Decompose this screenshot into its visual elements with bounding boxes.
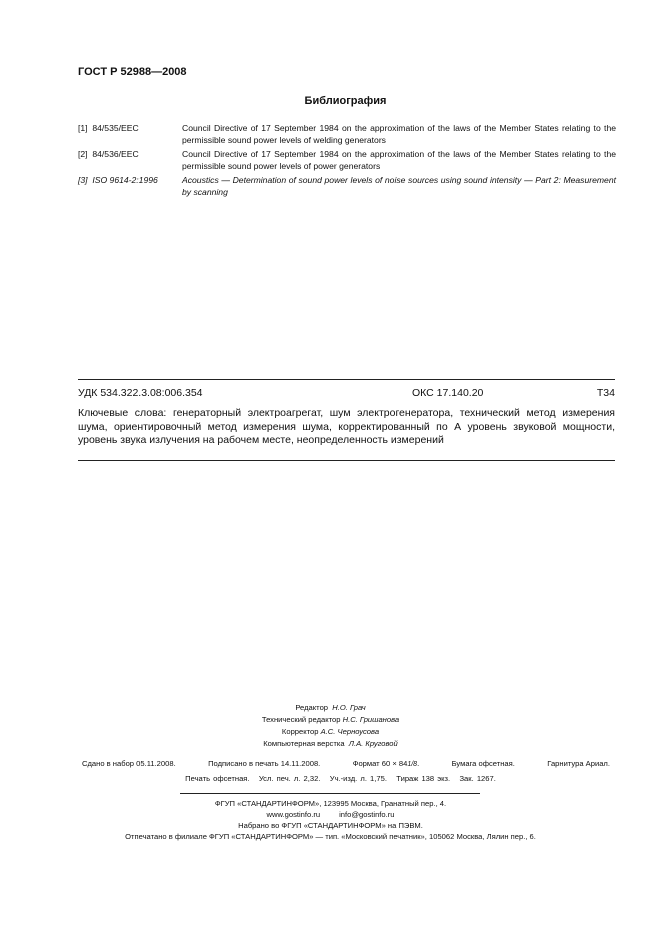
bibliography-entry: [78, 148, 616, 172]
bibliography-entry: [78, 122, 616, 146]
format-fraction: 1/8: [407, 761, 418, 768]
bibliography-text: Council Directive of 17 September 1984 on the approximation of the laws of the Member States relating to the permissible sound power levels of power generators: [182, 149, 616, 171]
divider-top: [78, 379, 615, 380]
bibliography-title: Библиография: [304, 95, 387, 107]
bibliography-list: [78, 122, 616, 200]
udk-code: УДК 534.322.3.08:006.354: [78, 387, 203, 399]
editor-name: Н.О. Грач: [332, 703, 366, 712]
bibliography-ref: [1] 84/535/EEC: [78, 123, 139, 133]
divider-imprint: [180, 793, 480, 794]
email: info@gostinfo.ru: [339, 810, 395, 819]
classification-row: [78, 387, 615, 399]
bibliography-entry: [78, 174, 616, 198]
editors-block: Редактор Н.О. Грач Технический редактор Н.С. Гришанова Корректор А.С. Черноусова Компьютерная верстка Л.А. Круговой: [261, 703, 400, 748]
tech-editor-name: Н.С. Гришанова: [342, 715, 400, 724]
keywords: [78, 407, 615, 448]
keywords-label: Ключевые слова:: [78, 407, 167, 419]
divider-bottom: [78, 460, 615, 461]
corrector-name: А.С. Черноусова: [320, 727, 380, 736]
website: www.gostinfo.ru: [266, 810, 321, 819]
bibliography-text: Council Directive of 17 September 1984 on the approximation of the laws of the Member States relating to the permissible sound power levels of welding generators: [182, 123, 616, 145]
publisher-block: ФГУП «СТАНДАРТИНФОРМ», 123995 Москва, Гранатный пер., 4. www.gostinfo.ru info@gostinfo.ru Набрано во ФГУП «СТАНДАРТИНФОРМ» на ПЭВМ. Отпечатано в филиале ФГУП «СТАНДАРТИНФОРМ» — тип. «Московский печатник», 105062 Москва, Лялин пер., 6.: [125, 799, 536, 841]
bibliography-ref: [2] 84/536/EEC: [78, 149, 139, 159]
keywords-text: генераторный электроагрегат, шум электрогенератора, технический метод измерения шума, ориентировочный метод измерения шума, корректированный по А уровень звуковой мощности, уровень звука излучения на рабочем месте, неопределенность измерений: [78, 407, 615, 446]
bibliography-text: Acoustics — Determination of sound power levels of noise sources using sound intensity — Part 2: Measurement by scanning: [182, 175, 616, 197]
standard-number: ГОСТ Р 52988—2008: [78, 66, 187, 78]
print-details-row2: Печать офсетная. Усл. печ. л. 2,32. Уч.-изд. л. 1,75. Тираж 138 экз. Зак. 1267.: [185, 774, 496, 783]
bibliography-ref: [3] ISO 9614-2:1996: [78, 175, 158, 185]
print-details-row1: Сдано в набор 05.11.2008. Подписано в печать 14.11.2008. Формат 60 × 841/8. Бумага офсетная. Гарнитура Ариал.: [82, 759, 610, 768]
group-code: Т34: [596, 387, 615, 399]
layout-name: Л.А. Круговой: [348, 739, 398, 748]
oks-code: ОКС 17.140.20: [412, 387, 484, 399]
